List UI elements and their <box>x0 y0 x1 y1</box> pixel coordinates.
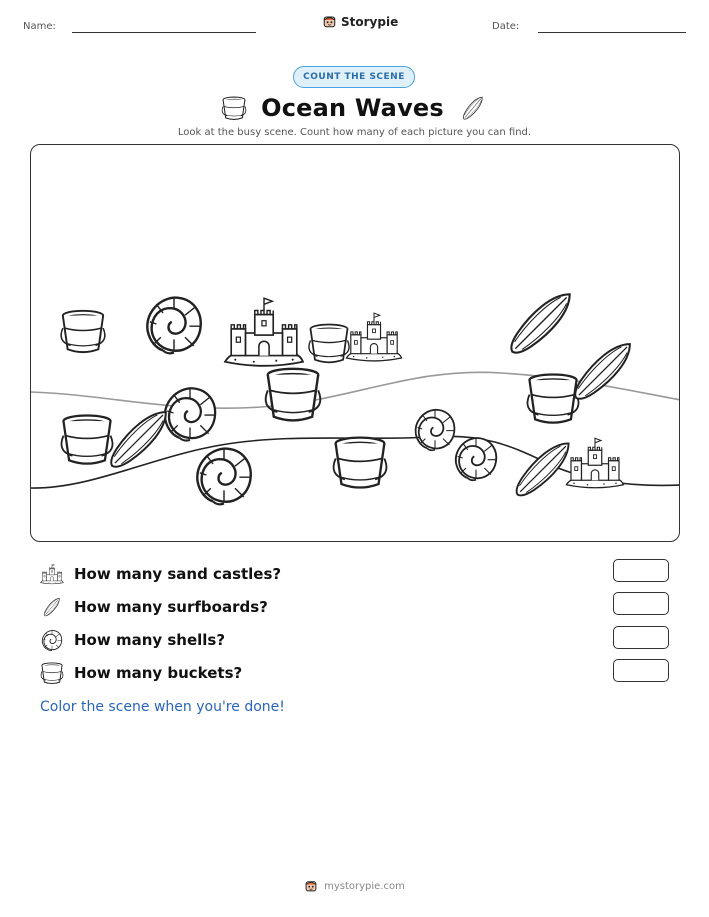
color-note: Color the scene when you're done! <box>40 699 285 715</box>
date-label: Date: <box>492 21 520 32</box>
count-the-scene-badge: COUNT THE SCENE <box>293 66 415 88</box>
name-label: Name: <box>23 21 56 32</box>
title-row <box>150 92 559 124</box>
surfboard-icon <box>568 336 637 405</box>
question-text: How many sand castles? <box>74 565 282 583</box>
name-field-line[interactable] <box>72 32 256 33</box>
answer-box-buckets[interactable] <box>613 659 669 682</box>
shell-icon <box>165 388 216 440</box>
mascot-icon <box>304 879 318 893</box>
scene-illustration <box>31 145 680 542</box>
brand-name: Storypie <box>341 14 399 29</box>
shell-icon <box>456 438 497 480</box>
shell-icon <box>147 298 201 354</box>
question-text: How many buckets? <box>74 664 243 682</box>
surfboard-icon <box>510 436 576 502</box>
bucket-icon <box>334 438 387 488</box>
bucket-icon <box>40 661 64 685</box>
answer-box-sandcastles[interactable] <box>613 559 669 582</box>
question-text: How many surfboards? <box>74 598 268 616</box>
question-row <box>40 627 225 653</box>
answer-box-surfboards[interactable] <box>613 592 669 615</box>
bucket-icon <box>309 325 349 363</box>
sandcastle-icon <box>346 313 401 361</box>
sandcastle-icon <box>225 298 303 366</box>
sandcastle-icon <box>567 438 624 488</box>
footer-site[interactable]: mystorypie.com <box>324 880 405 892</box>
bucket-icon <box>61 311 105 352</box>
answer-box-shells[interactable] <box>613 626 669 649</box>
shell-icon <box>40 628 64 652</box>
date-field-line[interactable] <box>538 32 686 33</box>
question-row <box>40 594 268 620</box>
surfboard-icon <box>458 93 488 123</box>
surfboard-icon <box>504 286 578 360</box>
bucket-icon <box>61 415 112 463</box>
question-row <box>40 561 281 587</box>
footer <box>0 879 709 893</box>
shell-icon <box>416 410 455 451</box>
shell-icon <box>197 449 251 505</box>
bucket-icon <box>266 369 321 421</box>
surfboard-icon <box>40 595 64 619</box>
ocean-scene <box>30 144 680 542</box>
bucket-icon <box>527 374 578 422</box>
question-row <box>40 660 242 686</box>
brand-logo <box>322 14 398 29</box>
instructions: Look at the busy scene. Count how many of each picture you can find. <box>177 127 532 138</box>
sandcastle-icon <box>40 563 64 585</box>
surfboard-icon <box>104 404 173 473</box>
mascot-icon <box>322 14 337 29</box>
page-title: Ocean Waves <box>261 94 444 122</box>
bucket-icon <box>221 94 247 122</box>
question-text: How many shells? <box>74 631 226 649</box>
